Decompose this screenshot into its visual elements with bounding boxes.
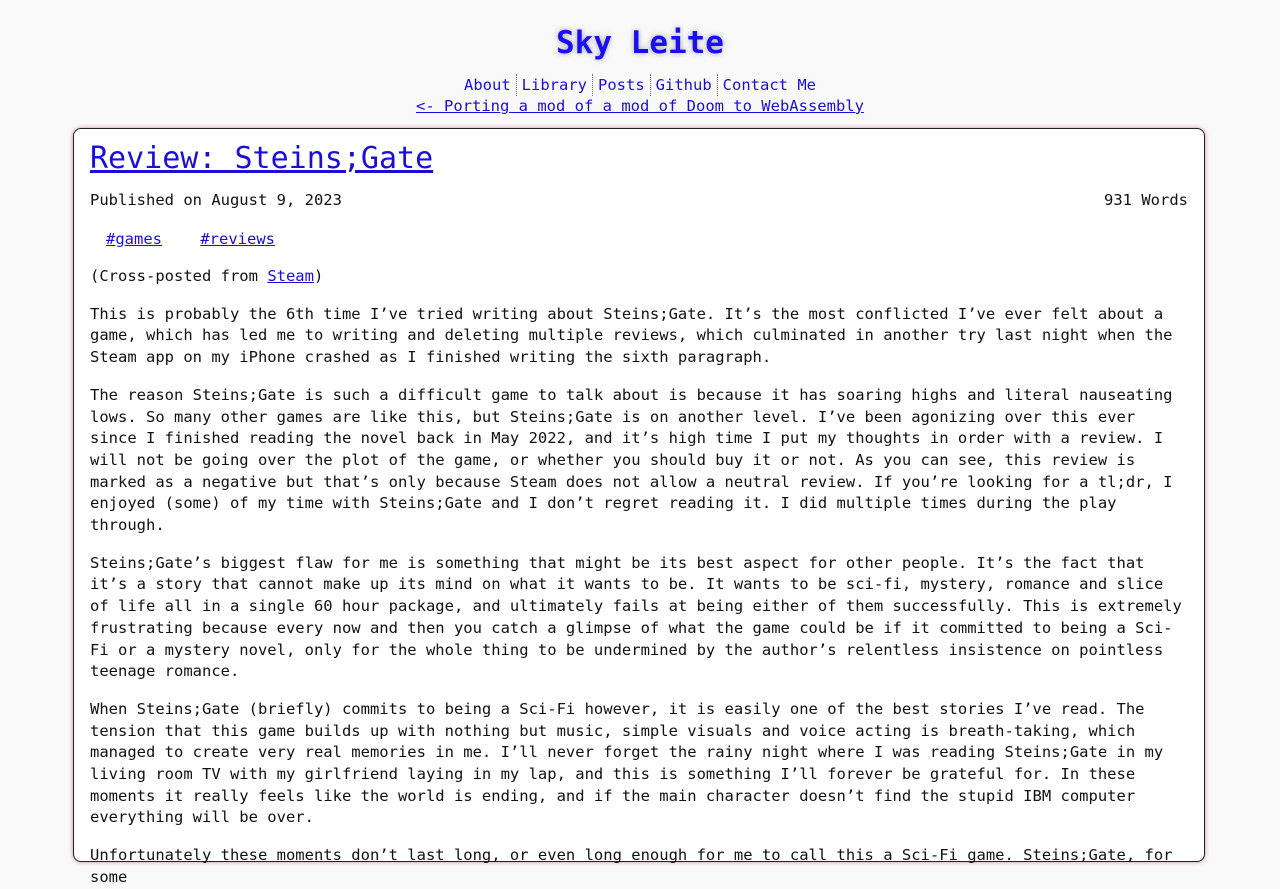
post-meta [90,190,1188,210]
crosspost-note [90,266,1188,288]
paragraph: Steins;Gate’s biggest flaw for me is something that might be its best aspect for other people. It’s the fact that it’s a story that cannot make up its mind on what it wants to be. It wants to be sci-fi, mystery, romance and slice of life all in a single 60 hour package, and ultimately fails at being either of them successfully. This is extremely frustrating because every now and then you catch a glimpse of what the game could be if it committed to being a Sci-Fi or a mystery novel, only for the whole thing to be undermined by the author’s relentless insistence on pointless teenage romance. [90,553,1182,681]
post-title [90,141,1188,177]
prev-post-row [0,96,1280,117]
tag-reviews[interactable]: #reviews [200,230,275,248]
paragraph: The reason Steins;Gate is such a difficult game to talk about is because it has soaring highs and literal nauseating lows. So many other games are like this, but Steins;Gate is on another level. I’ve been agonizing over this ever since I finished reading the novel back in May 2022, and it’s high time I put my thoughts in order with a review. I will not be going over the plot of the game, or whether you should buy it or not. As you can see, this review is marked as a negative but that’s only because Steam does not allow a neutral review. If you’re looking for a tl;dr, I enjoyed (some) of my time with Steins;Gate and I don’t regret reading it. I did multiple times during the play through. [90,385,1173,535]
site-header [0,0,1280,117]
nav-contact-me[interactable]: Contact Me [717,74,821,96]
tag-list [90,229,1188,249]
steam-link[interactable]: Steam [267,267,314,285]
published-date: Published on August 9, 2023 [90,191,342,209]
word-count: 931 Words [1104,191,1188,209]
crosspost-suffix: ) [313,267,324,285]
nav-github[interactable]: Github [650,74,717,96]
main-nav [0,74,1280,96]
site-title[interactable]: Sky Leite [556,25,724,61]
paragraph: This is probably the 6th time I’ve tried writing about Steins;Gate. It’s the most conflicted I’ve ever felt about a game, which has led me to writing and deleting multiple reviews, which culminated in another try last night when the Steam app on my iPhone crashed as I finished writing the sixth paragraph. [90,304,1173,367]
nav-library[interactable]: Library [516,74,592,96]
post-card [73,128,1205,886]
crosspost-prefix: (Cross-posted from [90,267,268,285]
prev-post-link[interactable]: <- Porting a mod of a mod of Doom to WebAssembly [416,97,864,115]
nav-about[interactable]: About [464,76,511,94]
post-content [90,266,1188,889]
paragraph: When Steins;Gate (briefly) commits to being a Sci-Fi however, it is easily one of the best stories I’ve read. The tension that this game builds up with nothing but music, simple visuals and voice acting is breath-taking, which managed to create very real memories in me. I’ll never forget the rainy night where I was reading Steins;Gate in my living room TV with my girlfriend laying in my lap, and this is something I’ll forever be grateful for. In these moments it really feels like the world is ending, and if the main character doesn’t find the stupid IBM computer everything will be over. [90,699,1164,827]
post-title-link[interactable]: Review: Steins;Gate [90,141,434,176]
nav-posts[interactable]: Posts [592,74,650,96]
paragraph: Unfortunately these moments don’t last long, or even long enough for me to call this a Sci-Fi game. Steins;Gate, for some [90,846,1173,886]
tag-games[interactable]: #games [106,230,162,248]
